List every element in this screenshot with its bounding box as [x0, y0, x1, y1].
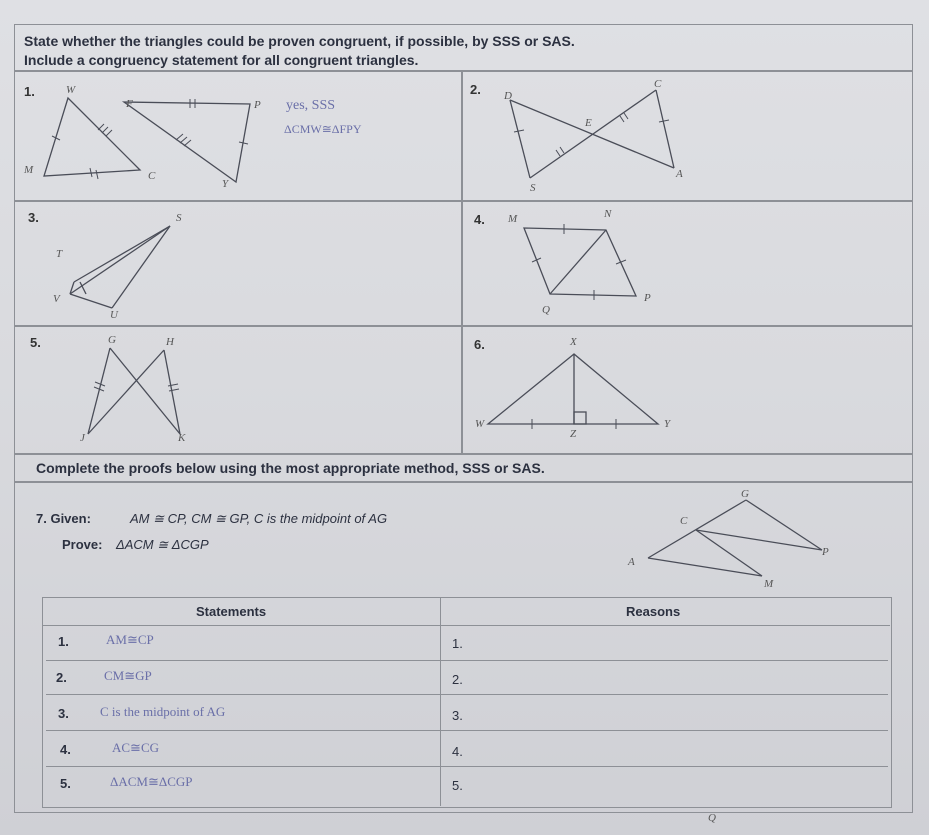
p2-label-e: E [585, 117, 592, 129]
p4-label-p: P [644, 292, 651, 304]
p4-label-n: N [604, 208, 612, 220]
p1-answer-method[interactable]: yes, SSS [286, 98, 336, 113]
p5-label-g: G [108, 334, 116, 346]
p2-label-d: D [504, 90, 512, 102]
p3-label-s: S [176, 212, 182, 224]
row-2-statement[interactable]: CM≅GP [104, 668, 152, 683]
row-5-reason[interactable] [470, 774, 870, 796]
p7-label-g: G [741, 488, 749, 500]
row-4-reason-number: 4. [452, 744, 463, 759]
problem-7-given-text: AM ≅ CP, CM ≅ GP, C is the midpoint of AG [130, 511, 388, 526]
row-4-number: 4. [60, 742, 71, 757]
problem-6-number: 6. [474, 337, 485, 352]
p6-label-w: W [475, 418, 485, 430]
problem-3-number: 3. [28, 210, 39, 225]
p3-label-t: T [56, 248, 63, 260]
instructions-line-2: Include a congruency statement for all congruent triangles. [24, 52, 419, 68]
p2-label-c: C [654, 78, 662, 90]
row-1-reason-number: 1. [452, 636, 463, 651]
p3-label-v: V [53, 293, 60, 305]
problem-7-prove-label: Prove: [62, 537, 103, 552]
p1-label-w: W [66, 84, 76, 96]
p6-label-z: Z [570, 428, 577, 440]
problem-4-number: 4. [474, 212, 485, 227]
row-2-number: 2. [56, 670, 67, 685]
row-1-statement[interactable]: AM≅CP [106, 632, 154, 647]
p7-label-a: A [628, 556, 635, 568]
p6-label-x: X [570, 336, 577, 348]
bottom-cut-label: Q [708, 812, 716, 824]
row-3-statement[interactable]: C is the midpoint of AG [100, 704, 226, 719]
p2-label-s: S [530, 182, 536, 194]
p7-label-m: M [764, 578, 774, 590]
row-5-reason-number: 5. [452, 778, 463, 793]
p7-label-p: P [822, 546, 829, 558]
p6-label-y: Y [664, 418, 671, 430]
proofs-instructions: Complete the proofs below using the most appropriate method, SSS or SAS. [36, 460, 545, 476]
row-5-statement[interactable]: ΔACM≅ΔCGP [110, 774, 193, 789]
p1-label-c: C [148, 170, 156, 182]
p1-label-y: Y [222, 178, 229, 190]
p2-label-a: A [676, 168, 683, 180]
row-2-reason[interactable] [470, 668, 870, 690]
statements-header: Statements [196, 604, 267, 619]
reasons-header: Reasons [626, 604, 681, 619]
p3-label-u: U [110, 309, 118, 321]
problem-4-diagram [516, 220, 676, 310]
p4-label-m: M [508, 213, 518, 225]
p5-label-h: H [166, 336, 174, 348]
p5-label-j: J [80, 432, 85, 444]
problem-5-diagram [84, 344, 194, 444]
row-2-reason-number: 2. [452, 672, 463, 687]
p5-label-k: K [178, 432, 186, 444]
problem-7-given-label: 7. Given: [36, 511, 91, 526]
p1-label-f: F [126, 98, 133, 110]
problem-1-number: 1. [24, 84, 35, 99]
row-1-number: 1. [58, 634, 69, 649]
p4-label-q: Q [542, 304, 550, 316]
p1-label-m: M [24, 164, 34, 176]
row-3-reason-number: 3. [452, 708, 463, 723]
problem-7-diagram [636, 494, 836, 584]
p1-label-p: P [254, 99, 261, 111]
instructions-line-1: State whether the triangles could be proven congruent, if possible, by SSS or SAS. [24, 33, 575, 49]
problem-1-diagram [40, 88, 300, 198]
row-5-number: 5. [60, 776, 71, 791]
problem-5-number: 5. [30, 335, 41, 350]
p1-answer-statement[interactable]: ΔCMW≅ΔFPY [284, 122, 362, 136]
row-3-reason[interactable] [470, 704, 870, 726]
row-3-number: 3. [58, 706, 69, 721]
problem-3-diagram [60, 222, 220, 322]
p7-label-c: C [680, 515, 688, 527]
problem-2-number: 2. [470, 82, 481, 97]
row-4-reason[interactable] [470, 740, 870, 762]
row-1-reason[interactable] [470, 632, 870, 654]
problem-6-diagram [486, 350, 686, 430]
problem-7-prove-text: ΔACM ≅ ΔCGP [116, 537, 209, 552]
problem-2-diagram [496, 80, 696, 190]
row-4-statement[interactable]: AC≅CG [112, 740, 160, 755]
